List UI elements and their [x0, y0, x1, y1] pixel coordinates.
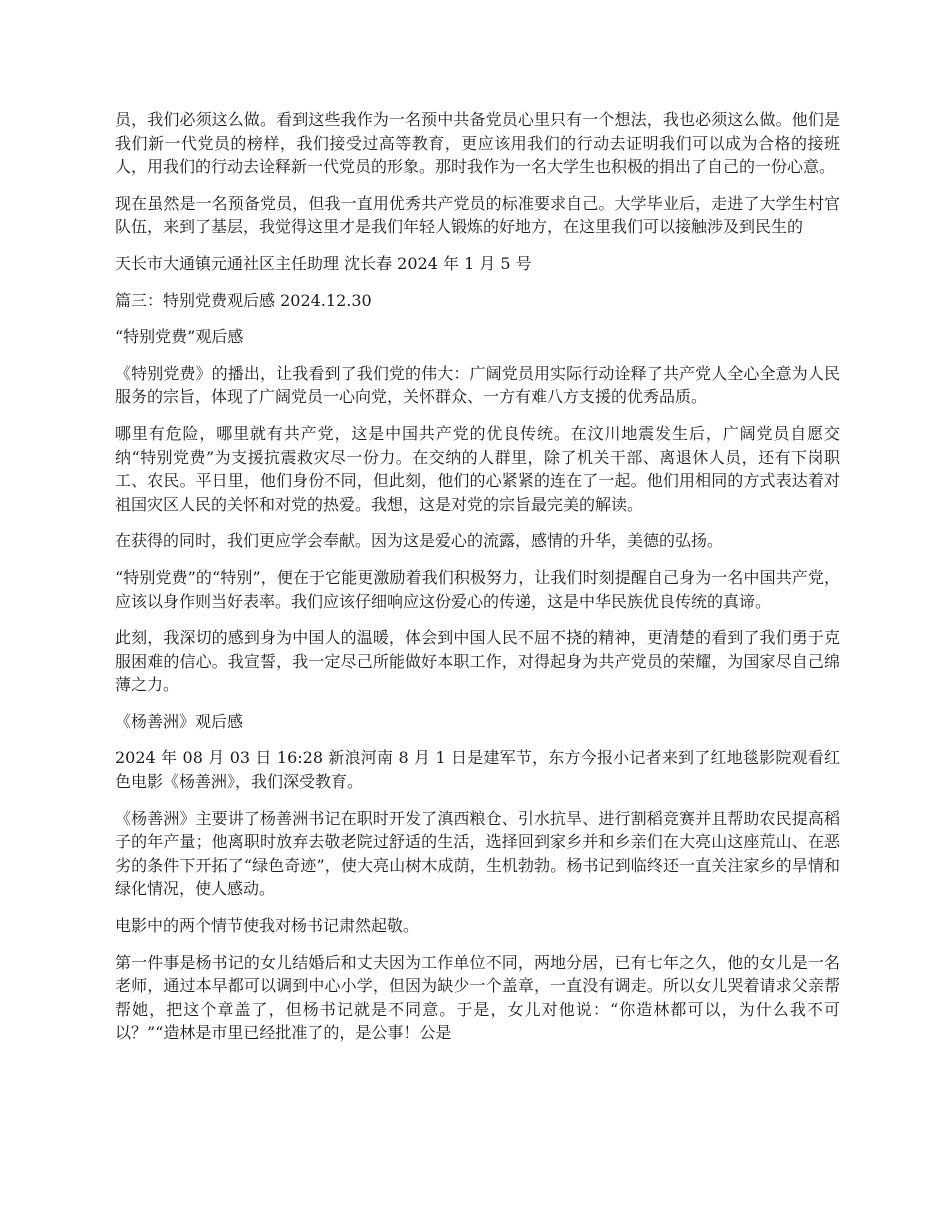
paragraph: 哪里有危险，哪里就有共产党，这是中国共产党的优良传统。在汶川地震发生后，广阔党员自愿交纳“特别党费”为支援抗震救灾尽一份力。在交纳的人群里，除了机关干部、离退休人员，还有下岗职工、农民。平日里，他们身份不同，但此刻，他们的心紧紧的连在了一起。他们用相同的方式表达着对祖国灾区人民的关怀和对党的热爱。我想，这是对党的宗旨最完美的解读。 — [115, 423, 840, 514]
paragraph: 此刻，我深切的感到身为中国人的温暖，体会到中国人民不屈不挠的精神，更清楚的看到了我们勇于克服困难的信心。我宣誓，我一定尽己所能做好本职工作，对得起身为共产党员的荣耀，为国家尽自己绵薄之力。 — [115, 628, 840, 695]
essay-title: 《杨善洲》观后感 — [115, 711, 244, 731]
paragraph: 《杨善洲》主要讲了杨善洲书记在职时开发了滇西粮仓、引水抗旱、进行割稻竞赛并且帮助农民提高稻子的年产量；他离职时放弃去敬老院过舒适的生活，选择回到家乡并和乡亲们在大亮山这座荒山、在恶劣的条件下开拓了“绿色奇迹”，使大亮山树木成荫，生机勃勃。杨书记到临终还一直关注家乡的旱情和绿化情况，使人感动。 — [115, 808, 840, 899]
document-page — [115, 108, 840, 1058]
paragraph: 电影中的两个情节使我对杨书记肃然起敬。 — [115, 916, 420, 936]
paragraph: 员，我们必须这么做。看到这些我作为一名预中共备党员心里只有一个想法，我也必须这么做。他们是我们新一代党员的榜样，我们接受过高等教育，更应该用我们的行动去证明我们可以成为合格的接班人，用我们的行动去诠释新一代党员的形象。那时我作为一名大学生也积极的捐出了自己的一份心意。 — [115, 110, 840, 177]
signature-line: 天长市大通镇元通社区主任助理 沈长春 2024 年 1 月 5 号 — [115, 253, 532, 273]
paragraph: 《特别党费》的播出，让我看到了我们党的伟大：广阔党员用实际行动诠释了共产党人全心全意为人民服务的宗旨，体现了广阔党员一心向党，关怀群众、一方有难八方支援的优秀品质。 — [115, 363, 840, 407]
essay-title: “特别党费”观后感 — [115, 327, 244, 347]
paragraph: “特别党费”的“特别”，便在于它能更激励着我们积极努力，让我们时刻提醒自己身为一名中国共产党，应该以身作则当好表率。我们应该仔细响应这份爱心的传递，这是中华民族优良传统的真谛。 — [115, 567, 840, 611]
paragraph: 在获得的同时，我们更应学会奉献。因为这是爱心的流露，感情的升华，美德的弘扬。 — [115, 531, 724, 551]
paragraph: 2024 年 08 月 03 日 16:28 新浪河南 8 月 1 日是建军节，东方今报小记者来到了红地毯影院观看红色电影《杨善洲》，我们深受教育。 — [115, 748, 840, 792]
paragraph: 第一件事是杨书记的女儿结婚后和丈夫因为工作单位不同，两地分居，已有七年之久，他的女儿是一名老师，通过本早都可以调到中心小学，但因为缺少一个盖章，一直没有调走。所以女儿哭着请求父亲帮帮她，把这个章盖了，但杨书记就是不同意。于是，女儿对他说：“你造林都可以，为什么我不可以？”“造林是市里已经批准了的，是公事！公是 — [115, 952, 840, 1043]
section-heading: 篇三：特别党费观后感 2024.12.30 — [115, 290, 372, 310]
paragraph: 现在虽然是一名预备党员，但我一直用优秀共产党员的标准要求自己。大学毕业后，走进了大学生村官队伍，来到了基层，我觉得这里才是我们年轻人锻炼的好地方，在这里我们可以接触涉及到民生的 — [115, 193, 840, 237]
